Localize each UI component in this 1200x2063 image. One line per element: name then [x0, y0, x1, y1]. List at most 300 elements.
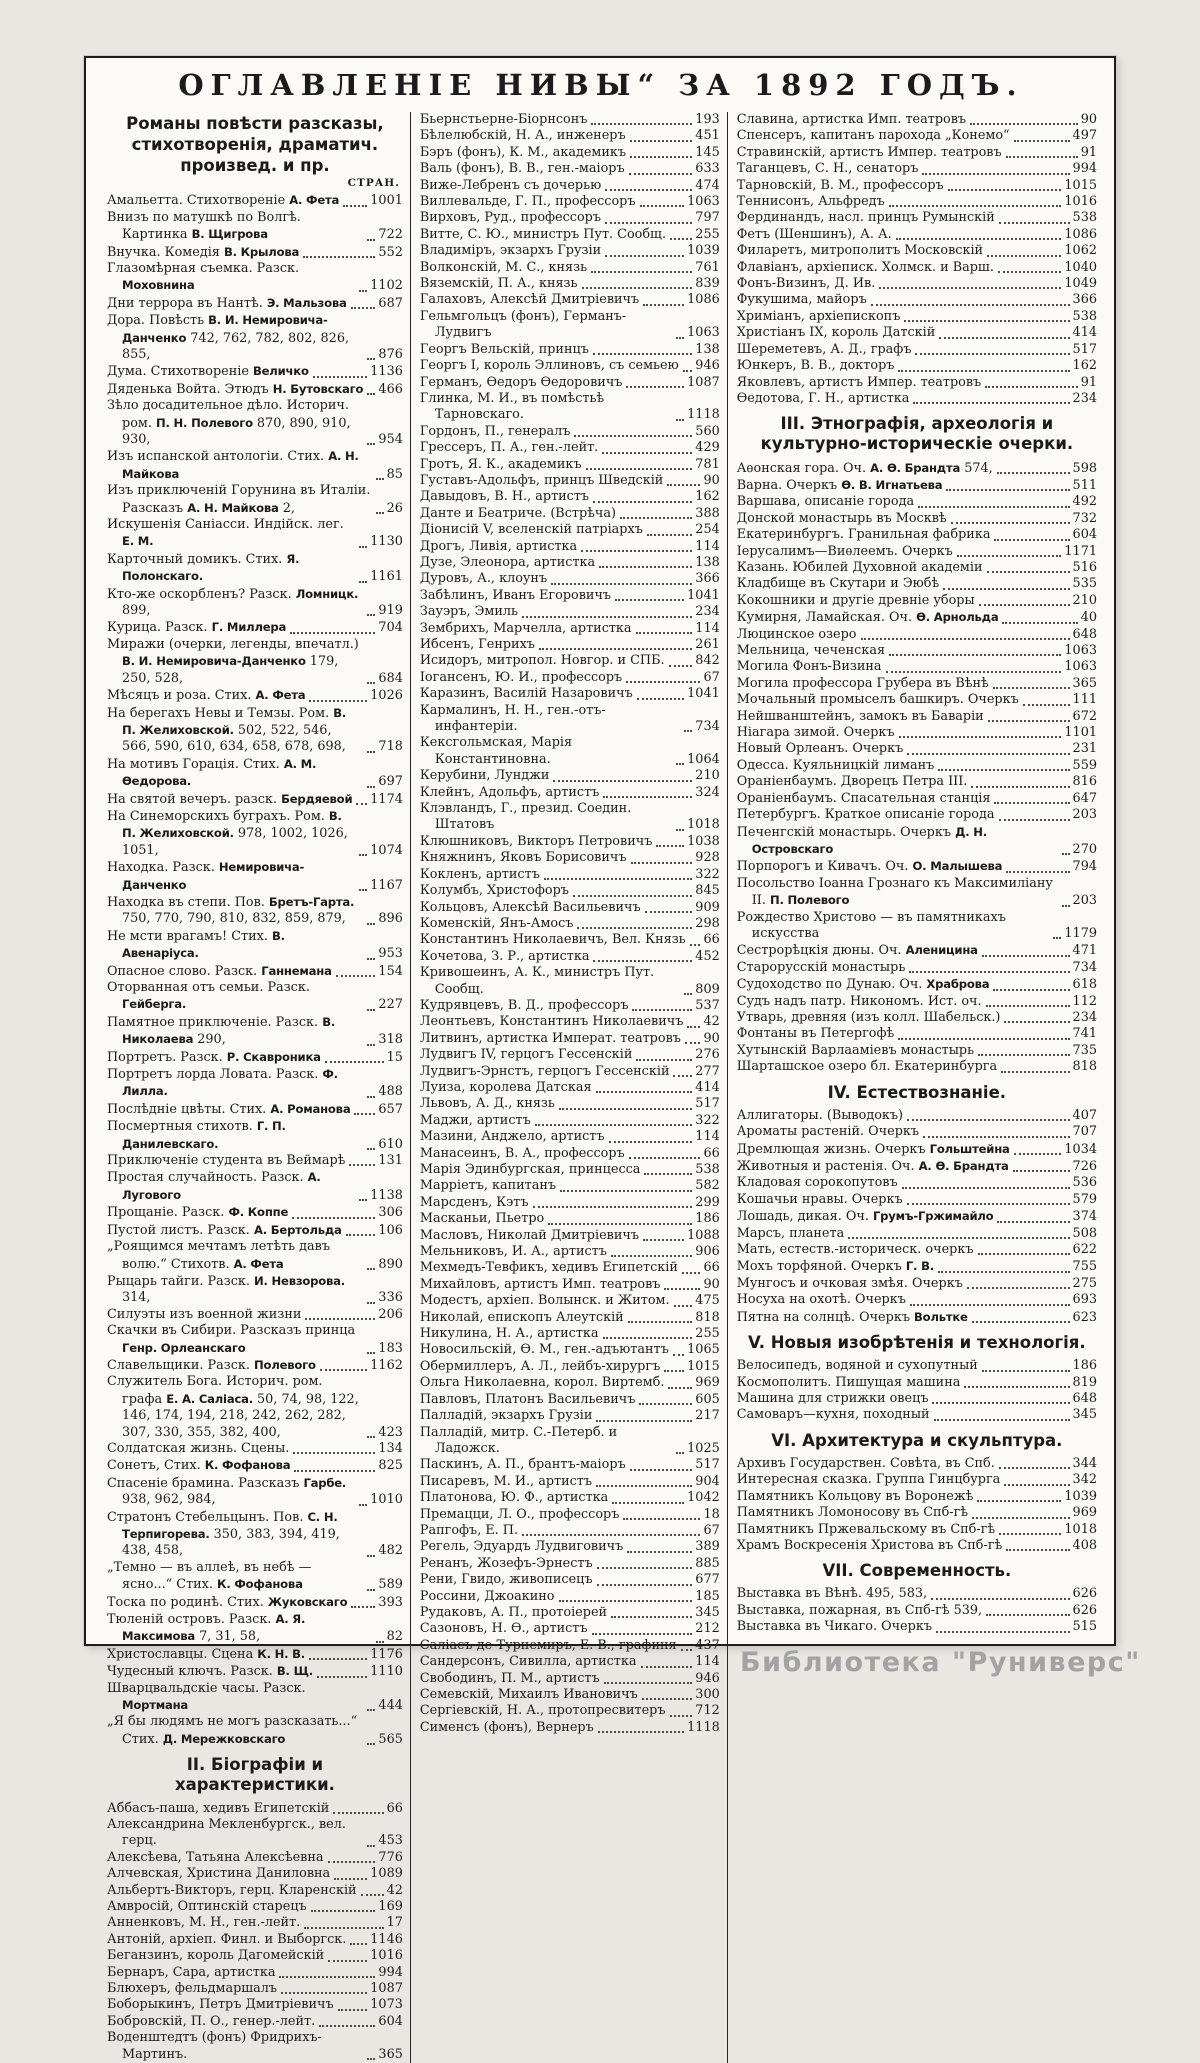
- toc-entry: [107, 791, 403, 808]
- page-number: 106: [378, 1222, 403, 1238]
- entry-title: Гротъ, Я. К., академикъ: [419, 456, 582, 472]
- entry-title: Теннисонъ, Альфредъ: [736, 194, 885, 210]
- toc-entry: [420, 1310, 720, 1326]
- page-number: 206: [378, 1306, 403, 1322]
- toc-entry: [107, 1801, 403, 1817]
- page-number: 85: [386, 466, 403, 482]
- page-number: 648: [1072, 626, 1097, 642]
- entry-title: Могила профессора Грубера въ Вѣнѣ: [736, 675, 989, 691]
- page-number: 210: [695, 768, 720, 784]
- toc-entry: [420, 555, 720, 571]
- entry-title: Ренанъ, Жозефъ-Эрнестъ: [419, 1555, 593, 1571]
- page-number: 255: [695, 1326, 720, 1342]
- leader-dots: [913, 402, 1069, 404]
- entry-title: Масловъ, Николай Дмитріевичъ: [419, 1227, 639, 1243]
- entry-title: Памятникъ Ломоносову въ Спб-гѣ: [736, 1505, 969, 1521]
- toc-entry: [737, 260, 1097, 276]
- entry-title: Рождество Христово — въ памятникахъ искусства: [736, 909, 1006, 941]
- entry-title: Воденштедтъ (фонъ) Фридрихъ-Мартинъ.: [107, 2030, 322, 2062]
- page-number: 515: [1072, 1619, 1097, 1635]
- leader-dots: [676, 1452, 684, 1454]
- page-number: 517: [695, 1096, 720, 1112]
- toc-entry: [420, 703, 720, 736]
- page-number: 626: [1072, 1602, 1097, 1618]
- leader-dots: [630, 140, 693, 142]
- toc-entry: [107, 448, 403, 483]
- entry-title: Архивъ Государствен. Совѣта, въ Спб.: [736, 1455, 995, 1471]
- entry-title: Сименсъ (фонъ), Вернеръ: [419, 1719, 594, 1735]
- toc-entry: [420, 1195, 720, 1211]
- page-number: 114: [695, 620, 720, 636]
- toc-entry: [107, 192, 403, 209]
- entry-title: Грессеръ, П. А., ген.-лейт.: [419, 440, 599, 456]
- page-number: 560: [695, 423, 720, 439]
- leader-dots: [938, 1271, 1070, 1273]
- leader-dots: [367, 443, 375, 445]
- entry-title: Дни террора въ Нантѣ. Э. Мальзова: [107, 295, 347, 311]
- toc-entry: [420, 1687, 720, 1703]
- toc-entry: [420, 375, 720, 391]
- toc-entry: [107, 1153, 403, 1169]
- entry-title: Ольга Николаевна, корол. Виртемб.: [419, 1375, 665, 1391]
- page-number: 15: [386, 1049, 403, 1065]
- leader-dots: [848, 1237, 1069, 1239]
- entry-title: Судоходство по Дунаю. Оч. Храброва: [736, 977, 990, 993]
- leader-dots: [985, 386, 1077, 388]
- entry-title: Сонетъ, Стих. К. Фофанова: [107, 1458, 291, 1474]
- toc-entry: [107, 586, 403, 620]
- toc-entry: [420, 489, 720, 505]
- leader-dots: [1004, 1484, 1069, 1486]
- entry-title: Рени, Гвидо, живописецъ: [419, 1572, 593, 1588]
- toc-entry: [420, 243, 720, 259]
- page-number: 270: [1072, 841, 1097, 857]
- toc-entry: [737, 609, 1097, 626]
- leader-dots: [918, 506, 1069, 508]
- entry-title: Анненковъ, М. Н., ген.-лейт.: [107, 1915, 301, 1931]
- page-number: 1038: [687, 833, 720, 849]
- page-number: 598: [1072, 460, 1097, 476]
- page-number: 186: [695, 1211, 720, 1227]
- toc-entry: [420, 1260, 720, 1276]
- leader-dots: [311, 1910, 376, 1912]
- toc-entry: [737, 791, 1097, 807]
- leader-dots: [636, 632, 693, 634]
- page-number: 697: [378, 774, 403, 790]
- toc-entry: [737, 1619, 1097, 1635]
- page-number: 946: [695, 358, 720, 374]
- leader-dots: [356, 803, 367, 805]
- leader-dots: [664, 1288, 700, 1290]
- page-number: 928: [695, 850, 720, 866]
- toc-entry: [107, 1817, 403, 1850]
- entry-title: Рыцарь тайги. Разск. И. Невзорова. 314,: [107, 1273, 345, 1306]
- page-number: 536: [1072, 1175, 1097, 1191]
- toc-entry: [420, 210, 720, 226]
- page-number: 604: [1072, 527, 1097, 543]
- page-number: 82: [386, 1629, 403, 1645]
- toc-entry: [107, 1357, 403, 1374]
- entry-title: Давыдовъ, В. Н., артистъ: [419, 489, 590, 505]
- toc-entry: [420, 998, 720, 1014]
- page-number: 538: [1072, 308, 1097, 324]
- entry-title: Алчевская, Христина Даниловна: [107, 1866, 331, 1882]
- page-number: 559: [1072, 757, 1097, 773]
- leader-dots: [367, 614, 375, 616]
- leader-dots: [359, 1504, 367, 1506]
- page-number: 90: [703, 1276, 720, 1292]
- toc-entry: [107, 1457, 403, 1474]
- entry-title: Казань. Юбилей Духовной академіи: [736, 560, 983, 575]
- entry-title: Волконскій, М. С., князь: [419, 259, 588, 275]
- page-number: 1073: [370, 1997, 403, 2013]
- toc-entry: [420, 1178, 720, 1194]
- entry-title: Бобровскій, П. О., генер.-лейт.: [107, 2013, 316, 2029]
- page-number: 538: [1072, 210, 1097, 226]
- entry-title: Машина для стрижки овецъ: [736, 1390, 929, 1406]
- entry-title: На мотивъ Горація. Стих. А. М. Ѳедорова.: [107, 756, 317, 789]
- toc-entry: [737, 692, 1097, 708]
- entry-title: Діонисій V, вселенскій патріархъ: [419, 522, 643, 538]
- leader-dots: [596, 1091, 693, 1093]
- page-number: 1064: [687, 751, 720, 767]
- page-number: 1138: [370, 1187, 403, 1203]
- entry-title: Христіанъ IX, король Датскій: [736, 325, 936, 341]
- page-number: 1015: [1064, 177, 1097, 193]
- entry-title: Фукушима, майоръ: [736, 292, 867, 308]
- page-number: 1018: [1064, 1521, 1097, 1537]
- page-number: 825: [378, 1458, 403, 1474]
- page-number: 1102: [370, 278, 403, 294]
- leader-dots: [367, 923, 375, 925]
- toc-entry: [420, 1720, 720, 1736]
- entry-title: Данте и Беатриче. (Встрѣча): [419, 505, 616, 521]
- toc-entry: [420, 1539, 720, 1555]
- toc-entry: [420, 1605, 720, 1621]
- leader-dots: [367, 786, 375, 788]
- page-number: 322: [695, 866, 720, 882]
- page-number: 492: [1072, 494, 1097, 510]
- page-number: 114: [695, 1129, 720, 1145]
- entry-title: Мельниковъ, И. А., артистъ: [419, 1244, 607, 1260]
- page-number: 677: [695, 1572, 720, 1588]
- toc-entry: [107, 1323, 403, 1357]
- leader-dots: [346, 1234, 376, 1236]
- page-number: 393: [378, 1594, 403, 1610]
- leader-dots: [319, 2025, 375, 2027]
- page-number: 1146: [370, 1931, 403, 1947]
- page-number: 842: [695, 653, 720, 669]
- entry-title: Кудрявцевъ, В. Д., профессоръ: [419, 997, 629, 1013]
- page-number: 414: [695, 1079, 720, 1095]
- entry-title: Носуха на охотѣ. Очеркъ: [736, 1292, 906, 1308]
- page-number: 185: [695, 1588, 720, 1604]
- toc-columns: [98, 112, 1104, 2063]
- entry-title: Курица. Разск. Г. Миллера: [107, 620, 287, 636]
- toc-entry: [737, 1292, 1097, 1308]
- page-number: 1063: [1064, 643, 1097, 659]
- leader-dots: [987, 255, 1061, 257]
- leader-dots: [359, 889, 367, 891]
- leader-dots: [328, 1960, 367, 1962]
- toc-entry: [107, 1307, 403, 1323]
- page-number: 162: [695, 489, 720, 505]
- page-number: 704: [378, 620, 403, 636]
- leader-dots: [1006, 871, 1069, 873]
- page-number: 741: [1072, 1026, 1097, 1042]
- page-number: 26: [386, 500, 403, 516]
- leader-dots: [313, 376, 368, 378]
- toc-entry: [737, 1358, 1097, 1374]
- page-number: 1063: [1064, 659, 1097, 675]
- entry-title: Іерусалимъ—Виѳлеемъ. Очеркъ: [736, 543, 953, 559]
- leader-dots: [909, 971, 1069, 973]
- toc-entry: [420, 161, 720, 177]
- toc-entry: [107, 1560, 403, 1594]
- page-number: 1039: [1064, 1488, 1097, 1504]
- leader-dots: [946, 489, 1069, 491]
- leader-dots: [611, 1616, 692, 1618]
- toc-entry: [737, 1472, 1097, 1488]
- leader-dots: [628, 1321, 693, 1323]
- entry-title: Животныя и растенія. Оч. А. Ѳ. Брандта: [736, 1158, 1009, 1174]
- page-number: 994: [378, 1964, 403, 1980]
- toc-entry: [737, 741, 1097, 757]
- section-title: V. Новыя изобрѣтенія и технологія.: [748, 1333, 1086, 1352]
- entry-title: Маджи, артистъ: [419, 1112, 531, 1128]
- toc-entry: [737, 758, 1097, 774]
- entry-title: Клюшниковъ, Викторъ Петровичъ: [419, 833, 653, 849]
- page-number: 91: [1080, 374, 1097, 390]
- entry-title: Іогансенъ, Ю. И., профессоръ: [419, 669, 623, 685]
- toc-entry: [107, 551, 403, 586]
- entry-title: Утварь, древняя (изъ колл. Шабельск.): [736, 1009, 1001, 1025]
- leader-dots: [972, 1517, 1070, 1519]
- leader-dots: [609, 1141, 693, 1143]
- page-number: 114: [695, 538, 720, 554]
- leader-dots: [367, 1436, 375, 1438]
- toc-entry: [737, 1108, 1097, 1124]
- page-number: 90: [1080, 112, 1097, 127]
- page-number: 114: [695, 1654, 720, 1670]
- page-number: 423: [378, 1424, 403, 1440]
- toc-entry: [107, 1883, 403, 1899]
- page-number: 90: [703, 1030, 720, 1046]
- page-number: 647: [1072, 790, 1097, 806]
- leader-dots: [627, 1551, 692, 1553]
- leader-dots: [593, 353, 692, 355]
- entry-title: Шварцвальдскіе часы. Разск. Мортмана: [107, 1680, 306, 1713]
- leader-dots: [522, 1534, 700, 1536]
- entry-title: Исидоръ, митропол. Новгор. и СПБ.: [419, 653, 665, 669]
- toc-entry: [420, 309, 720, 342]
- entry-title: Новый Орлеанъ. Очеркъ: [736, 741, 904, 757]
- toc-entry: [420, 916, 720, 932]
- leader-dots: [664, 1370, 684, 1372]
- entry-title: Коменскій, Янъ-Амосъ: [419, 915, 574, 931]
- leader-dots: [593, 501, 692, 503]
- leader-dots: [376, 478, 384, 480]
- toc-entry: [107, 1714, 403, 1748]
- entry-title: Кольцовъ, Алексѣй Васильевичъ: [419, 899, 641, 915]
- toc-entry: [420, 1589, 720, 1605]
- entry-title: Спенсеръ, капитанъ парохода „Конемо“: [736, 128, 1010, 144]
- leader-dots: [684, 993, 692, 995]
- page-number: 1179: [1064, 925, 1097, 941]
- page-number: 42: [386, 1882, 403, 1898]
- page-number: 604: [378, 2013, 403, 2029]
- entry-title: Ибсенъ, Генрихъ: [419, 637, 535, 652]
- page-number: 1167: [370, 877, 403, 893]
- leader-dots: [669, 665, 693, 667]
- page-number: 517: [1072, 341, 1097, 357]
- page-number: 845: [695, 883, 720, 899]
- page-number: 538: [695, 1162, 720, 1177]
- leader-dots: [999, 819, 1070, 821]
- entry-title: Рапгофъ, Е. П.: [419, 1522, 519, 1538]
- toc-entry: [737, 824, 1097, 859]
- leader-dots: [999, 1467, 1070, 1469]
- page-number: 735: [1072, 1042, 1097, 1058]
- page-title: ОГЛАВЛЕНІЕ НИВЫ“ ЗА 1892 ГОДЪ.: [178, 68, 1024, 102]
- toc-entry: [737, 194, 1097, 210]
- entry-title: Прощаніе. Разск. Ф. Коппе: [107, 1205, 289, 1221]
- leader-dots: [376, 512, 384, 514]
- page-number: 299: [695, 1194, 720, 1210]
- entry-title: Сестрорѣцкія дюны. Оч. Аленицина: [736, 943, 978, 959]
- entry-title: Клейнъ, Адольфъ, артистъ: [419, 784, 600, 800]
- leader-dots: [643, 304, 684, 306]
- toc-entry: [107, 1118, 403, 1153]
- page-number: 623: [1072, 1309, 1097, 1325]
- page-number: 183: [378, 1340, 403, 1356]
- toc-entry: [420, 637, 720, 653]
- leader-dots: [685, 1042, 701, 1044]
- page-number: 896: [378, 911, 403, 927]
- entry-title: Опасное слово. Разск. Ганнемана: [107, 963, 332, 979]
- entry-title: Гордонъ, П., генералъ: [419, 423, 571, 439]
- toc-entry: [737, 1059, 1097, 1075]
- page-number: 1162: [370, 1357, 403, 1373]
- entry-title: Галаховъ, Алексѣй Дмитріевичъ: [419, 292, 640, 308]
- toc-entry: [107, 1066, 403, 1101]
- section-title: VII. Современность.: [822, 1561, 1012, 1581]
- leader-dots: [642, 1698, 693, 1700]
- page-number: 1089: [370, 1866, 403, 1882]
- library-watermark: Библиотека "Руниверс": [740, 1647, 1141, 1678]
- page-number: 1016: [370, 1948, 403, 1964]
- page-number: 1101: [1064, 725, 1097, 741]
- leader-dots: [907, 753, 1069, 755]
- toc-entry: [420, 1654, 720, 1670]
- entry-title: Солдатская жизнь. Сцены.: [107, 1440, 290, 1456]
- entry-title: Портретъ. Разск. Р. Скавроника: [107, 1049, 321, 1065]
- entry-title: Хриміанъ, архіепископъ: [736, 308, 901, 324]
- entry-title: Тюленій островъ. Разск. А. Я. Максимова 7, 31, 58,: [107, 1612, 306, 1645]
- page-number: 138: [695, 341, 720, 357]
- leader-dots: [320, 1369, 367, 1371]
- leader-dots: [626, 681, 700, 683]
- leader-dots: [674, 1305, 693, 1307]
- page-number: 169: [378, 1898, 403, 1914]
- leader-dots: [367, 682, 375, 684]
- page-number: 365: [378, 2046, 403, 2062]
- toc-entry: [420, 1671, 720, 1687]
- entry-title: Внучка. Комедія В. Крылова: [107, 244, 300, 260]
- page-number: 535: [1072, 576, 1097, 592]
- entry-title: „Роящимся мечтамъ летѣть давъ волю.“ Стихотв. А. Фета: [107, 1239, 331, 1272]
- leader-dots: [988, 720, 1070, 722]
- leader-dots: [361, 1894, 384, 1896]
- entry-title: Христославцы. Сцена К. Н. В.: [107, 1646, 305, 1662]
- entry-title: Обермиллеръ, А. Л., лейбъ-хирургъ: [419, 1358, 661, 1374]
- entry-title: Блюхеръ, фельдмаршалъ: [107, 1981, 278, 1997]
- leader-dots: [1053, 937, 1061, 939]
- toc-entry: [737, 1586, 1097, 1602]
- page-number: 909: [695, 899, 720, 915]
- page-number: 276: [695, 1047, 720, 1063]
- toc-entry: [737, 325, 1097, 341]
- toc-entry: [737, 1456, 1097, 1472]
- toc-entry: [107, 1899, 403, 1915]
- entry-title: Внизъ по матушкѣ по Волгѣ. Картинка В. Щигрова: [107, 209, 301, 243]
- leader-dots: [343, 205, 367, 207]
- page-number: 969: [695, 1375, 720, 1391]
- page-number: 1041: [687, 587, 720, 603]
- page-number: 1176: [370, 1646, 403, 1662]
- leader-dots: [1014, 140, 1070, 142]
- leader-dots: [309, 700, 367, 702]
- entry-title: Выставка, пожарная, въ Спб-гѣ 539,: [736, 1602, 983, 1618]
- entry-title: Миражи (очерки, легенды, впечатл.) В. И. Немировича-Данченко 179, 250, 528,: [107, 636, 359, 686]
- entry-title: Мочальный промыселъ башкиръ. Очеркъ: [736, 692, 1019, 708]
- page-number: 797: [695, 210, 720, 226]
- toc-entry: [420, 473, 720, 489]
- entry-title: Посольство Іоанна Грознаго къ Максимиліану II. П. Полевого: [736, 875, 1053, 909]
- toc-entry: [737, 391, 1097, 407]
- toc-entry: [737, 276, 1097, 292]
- toc-entry: [107, 1273, 403, 1307]
- leader-dots: [602, 452, 692, 454]
- page-number: 1018: [687, 817, 720, 833]
- entry-title: Пустой листъ. Разск. А. Бертольда: [107, 1222, 342, 1238]
- entry-title: Аллигаторы. (Выводокъ): [736, 1107, 904, 1123]
- leader-dots: [367, 1743, 375, 1745]
- entry-title: Мельница, чеченская: [736, 643, 886, 659]
- leader-dots: [293, 1452, 375, 1454]
- page-number: 193: [695, 112, 720, 127]
- entry-title: Не мсти врагамъ! Стих. В. Авенаріуса.: [107, 928, 285, 961]
- page-number: 633: [695, 161, 720, 177]
- toc-entry: [420, 424, 720, 440]
- entry-title: Львовъ, А. Д., князь: [419, 1096, 555, 1112]
- leader-dots: [551, 583, 692, 585]
- page-number: 345: [695, 1604, 720, 1620]
- entry-title: Порпорогъ и Кивачъ. Оч. О. Малышева: [736, 859, 1003, 875]
- toc-entry: [107, 1915, 403, 1931]
- toc-entry: [737, 709, 1097, 725]
- toc-entry: [737, 1226, 1097, 1242]
- toc-entry: [737, 942, 1097, 959]
- entry-title: Николай, епископъ Алеутскій: [419, 1309, 624, 1325]
- toc-entry: [737, 527, 1097, 543]
- page-number: 732: [1072, 510, 1097, 526]
- leader-dots: [334, 1878, 367, 1880]
- entry-title: Фонъ-Визинъ, Д. Ив.: [736, 276, 876, 292]
- leader-dots: [684, 730, 692, 732]
- leader-dots: [281, 1992, 367, 1994]
- toc-entry: [107, 1441, 403, 1457]
